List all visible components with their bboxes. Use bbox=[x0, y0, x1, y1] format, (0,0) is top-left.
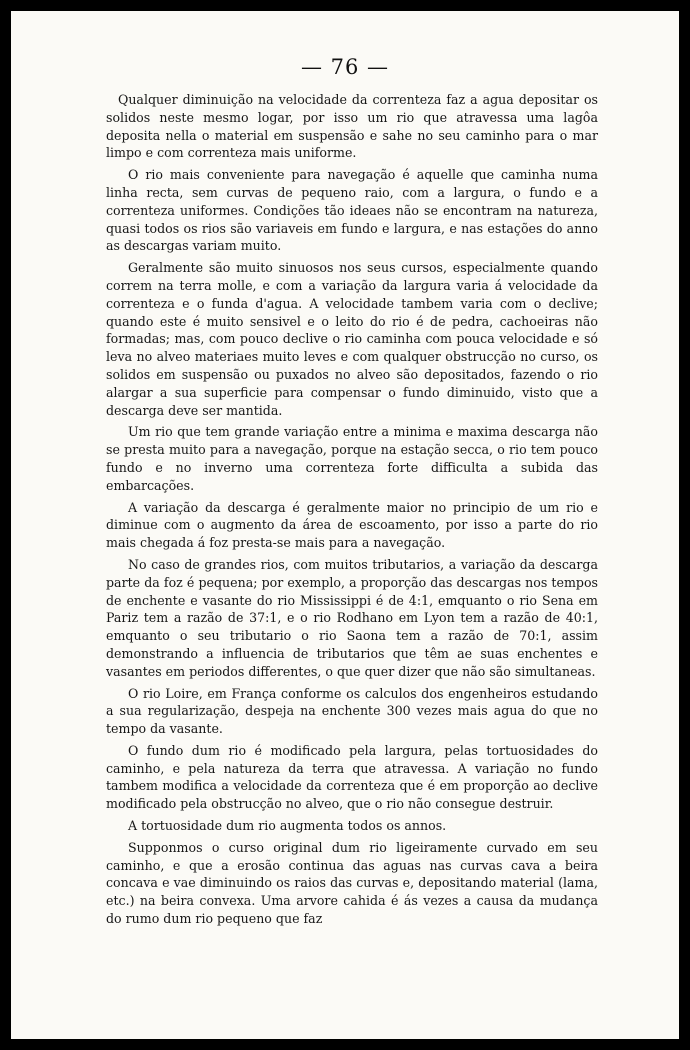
paragraph: A tortuosidade dum rio augmenta todos os annos. bbox=[128, 818, 447, 834]
body-text bbox=[106, 91, 598, 932]
page-number: — 76 — bbox=[300, 55, 390, 79]
paragraph: Geralmente são muito sinuosos nos seus cursos, especialmente quando correm na terra molle, e com a variação da largura varia á velocidade da correnteza e o funda d'agua. A velocidade tambem varia com o declive; quando este é muito sensivel e o leito do rio é de pedra, cachoeiras não formadas; mas, com pouco declive o rio caminha com pouca velocidade e só leva no alveo materiaes muito leves e com qualquer obstrucção no curso, os solidos em suspensão ou puxados no alveo são depositados, fazendo o rio alargar a sua superficie para compensar o fundo diminuido, visto que a descarga deve ser mantida. bbox=[106, 260, 598, 418]
paragraph: O fundo dum rio é modificado pela largura, pelas tortuosidades do caminho, e pela natureza da terra que atravessa. A variação no fundo tambem modifica a velocidade da correnteza que é em proporção ao declive modificado pela obstrucção no alveo, que o rio não consegue destruir. bbox=[106, 742, 598, 812]
paragraph: No caso de grandes rios, com muitos tributarios, a variação da descarga parte da foz é pequena; por exemplo, a proporção das descargas nos tempos de enchente e vasante do rio Mississippi é de 4:1, emquanto o rio Sena em Pariz tem a razão de 37:1, e o rio Rodhano em Lyon tem a razão de 40:1, emquanto o seu tributario o rio Saona tem a razão de 70:1, assim demonstrando a influencia de tributarios que têm ae suas enchentes e vasantes em periodos differentes, o que quer dizer que não são simultaneas. bbox=[106, 556, 598, 679]
paragraph: A variação da descarga é geralmente maior no principio de um rio e diminue com o augmento da área de escoamento, por isso a parte do rio mais chegada á foz presta-se mais para a navegação. bbox=[106, 499, 598, 551]
paragraph: Qualquer diminuição na velocidade da correnteza faz a agua depositar os solidos neste mesmo logar, por isso um rio que atravessa uma lagôa deposita nella o material em suspensão e sahe no seu caminho para o mar limpo e com correnteza mais uniforme. bbox=[106, 92, 598, 161]
document-page bbox=[11, 11, 679, 1039]
paragraph: O rio mais conveniente para navegação é aquelle que caminha numa linha recta, sem curvas de pequeno raio, com a largura, o fundo e a correnteza uniformes. Condições tão ideaes não se encontram na natureza, quasi todos os rios são variaveis em fundo e largura, e nas estações do anno as descargas variam muito. bbox=[106, 167, 598, 254]
paragraph: Um rio que tem grande variação entre a minima e maxima descarga não se presta muito para a navegação, porque na estação secca, o rio tem pouco fundo e no inverno uma correnteza forte difficulta a subida das embarcações. bbox=[106, 424, 598, 493]
paragraph: Supponmos o curso original dum rio ligeiramente curvado em seu caminho, e que a erosão continua das aguas nas curvas cava a beira concava e vae diminuindo os raios das curvas e, depositando material (lama, etc.) na beira convexa. Uma arvore cahida é ás vezes a causa da mudança do rumo dum rio pequeno que faz bbox=[106, 839, 598, 927]
paragraph: O rio Loire, em França conforme os calculos dos engenheiros estudando a sua regularização, despeja na enchente 300 vezes mais agua do que no tempo da vasante. bbox=[106, 685, 598, 737]
